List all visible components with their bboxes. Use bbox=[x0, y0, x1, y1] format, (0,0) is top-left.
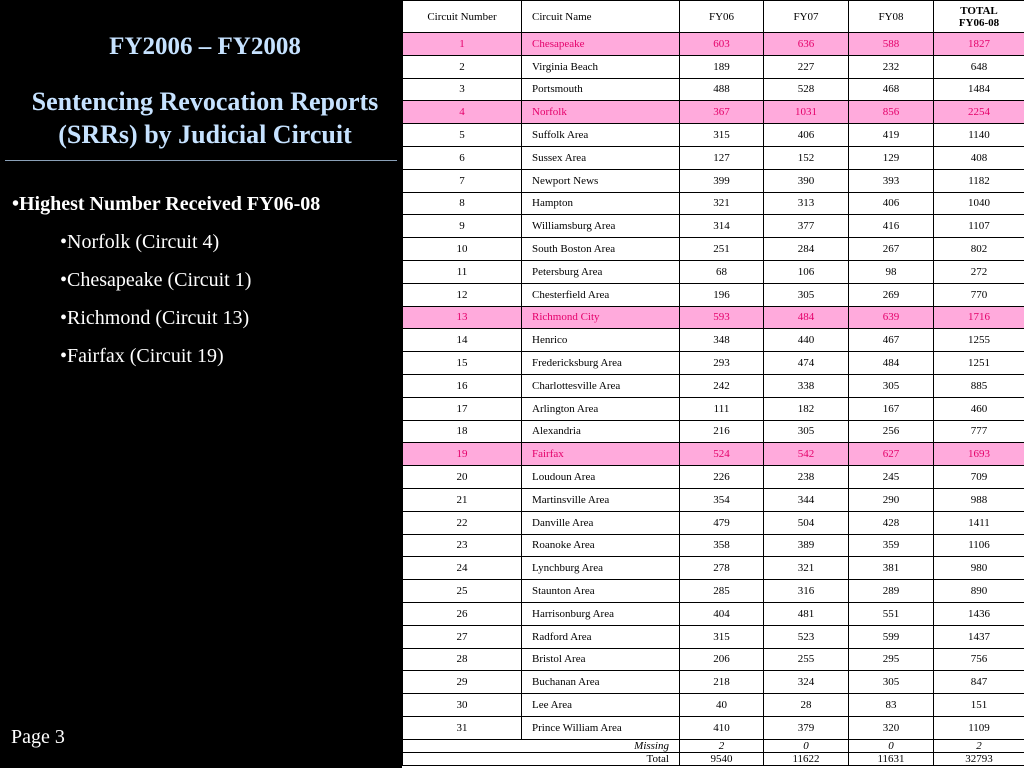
cell-total: 1437 bbox=[934, 625, 1024, 648]
cell-fy06: 40 bbox=[680, 694, 764, 717]
total-all: 32793 bbox=[934, 753, 1024, 766]
cell-fy07: 152 bbox=[764, 146, 849, 169]
cell-fy08: 232 bbox=[849, 55, 934, 78]
cell-fy07: 528 bbox=[764, 78, 849, 101]
cell-total: 709 bbox=[934, 466, 1024, 489]
cell-fy07: 542 bbox=[764, 443, 849, 466]
table-row bbox=[403, 420, 1024, 443]
cell-circuit-number: 22 bbox=[403, 511, 522, 534]
cell-circuit-name: Henrico bbox=[522, 329, 680, 352]
cell-fy06: 278 bbox=[680, 557, 764, 580]
cell-fy06: 524 bbox=[680, 443, 764, 466]
table-row bbox=[403, 78, 1024, 101]
header-total-label: TOTAL bbox=[960, 4, 998, 17]
cell-total: 151 bbox=[934, 694, 1024, 717]
cell-circuit-name: Arlington Area bbox=[522, 397, 680, 420]
table-row bbox=[403, 671, 1024, 694]
table-row bbox=[403, 443, 1024, 466]
cell-fy07: 1031 bbox=[764, 101, 849, 124]
cell-fy07: 182 bbox=[764, 397, 849, 420]
cell-circuit-number: 15 bbox=[403, 352, 522, 375]
table-row bbox=[403, 55, 1024, 78]
cell-fy06: 367 bbox=[680, 101, 764, 124]
cell-circuit-name: Staunton Area bbox=[522, 580, 680, 603]
cell-circuit-name: Chesapeake bbox=[522, 33, 680, 56]
cell-total: 1140 bbox=[934, 124, 1024, 147]
cell-total: 1251 bbox=[934, 352, 1024, 375]
cell-fy07: 313 bbox=[764, 192, 849, 215]
cell-circuit-name: Portsmouth bbox=[522, 78, 680, 101]
table-row bbox=[403, 694, 1024, 717]
cell-circuit-number: 1 bbox=[403, 33, 522, 56]
header-total bbox=[934, 1, 1024, 33]
cell-fy07: 338 bbox=[764, 374, 849, 397]
cell-total: 648 bbox=[934, 55, 1024, 78]
cell-circuit-name: Bristol Area bbox=[522, 648, 680, 671]
table-row bbox=[403, 466, 1024, 489]
cell-fy07: 305 bbox=[764, 420, 849, 443]
cell-fy07: 523 bbox=[764, 625, 849, 648]
cell-circuit-number: 11 bbox=[403, 260, 522, 283]
cell-total: 802 bbox=[934, 238, 1024, 261]
page-number: Page 3 bbox=[11, 726, 65, 748]
cell-total: 980 bbox=[934, 557, 1024, 580]
cell-total: 1255 bbox=[934, 329, 1024, 352]
table-row bbox=[403, 488, 1024, 511]
cell-fy08: 269 bbox=[849, 283, 934, 306]
cell-fy06: 68 bbox=[680, 260, 764, 283]
table-row bbox=[403, 306, 1024, 329]
cell-fy07: 324 bbox=[764, 671, 849, 694]
cell-fy08: 428 bbox=[849, 511, 934, 534]
cell-fy07: 316 bbox=[764, 580, 849, 603]
cell-circuit-number: 5 bbox=[403, 124, 522, 147]
cell-circuit-name: Roanoke Area bbox=[522, 534, 680, 557]
cell-total: 1484 bbox=[934, 78, 1024, 101]
table-row bbox=[403, 238, 1024, 261]
cell-fy08: 290 bbox=[849, 488, 934, 511]
cell-fy06: 293 bbox=[680, 352, 764, 375]
cell-circuit-number: 9 bbox=[403, 215, 522, 238]
cell-fy07: 106 bbox=[764, 260, 849, 283]
cell-fy08: 289 bbox=[849, 580, 934, 603]
table-header-row bbox=[403, 1, 1024, 33]
cell-circuit-name: Lynchburg Area bbox=[522, 557, 680, 580]
table-row bbox=[403, 511, 1024, 534]
cell-fy08: 856 bbox=[849, 101, 934, 124]
table-row bbox=[403, 397, 1024, 420]
cell-circuit-name: Newport News bbox=[522, 169, 680, 192]
cell-fy07: 227 bbox=[764, 55, 849, 78]
missing-fy06: 2 bbox=[680, 740, 764, 753]
header-fy07: FY07 bbox=[764, 1, 849, 33]
table-row bbox=[403, 602, 1024, 625]
cell-fy07: 377 bbox=[764, 215, 849, 238]
cell-circuit-number: 7 bbox=[403, 169, 522, 192]
cell-circuit-name: South Boston Area bbox=[522, 238, 680, 261]
table-row bbox=[403, 215, 1024, 238]
cell-fy08: 588 bbox=[849, 33, 934, 56]
bullet-item: •Richmond (Circuit 13) bbox=[60, 307, 250, 329]
circuit-table bbox=[402, 0, 1024, 766]
cell-circuit-number: 16 bbox=[403, 374, 522, 397]
slide-title-years: FY2006 – FY2008 bbox=[109, 33, 301, 60]
cell-fy08: 381 bbox=[849, 557, 934, 580]
cell-fy08: 305 bbox=[849, 671, 934, 694]
cell-circuit-number: 18 bbox=[403, 420, 522, 443]
cell-fy08: 467 bbox=[849, 329, 934, 352]
cell-fy08: 406 bbox=[849, 192, 934, 215]
cell-fy07: 305 bbox=[764, 283, 849, 306]
cell-circuit-name: Harrisonburg Area bbox=[522, 602, 680, 625]
table-row bbox=[403, 374, 1024, 397]
cell-circuit-name: Sussex Area bbox=[522, 146, 680, 169]
table-panel bbox=[402, 0, 1024, 768]
cell-circuit-number: 25 bbox=[403, 580, 522, 603]
slide-title-subject: Sentencing Revocation Reports (SRRs) by Judicial Circuit bbox=[31, 87, 379, 149]
cell-total: 460 bbox=[934, 397, 1024, 420]
cell-fy07: 379 bbox=[764, 716, 849, 739]
cell-fy08: 167 bbox=[849, 397, 934, 420]
missing-fy08: 0 bbox=[849, 740, 934, 753]
cell-fy07: 481 bbox=[764, 602, 849, 625]
cell-circuit-name: Prince William Area bbox=[522, 716, 680, 739]
cell-fy07: 484 bbox=[764, 306, 849, 329]
cell-fy07: 321 bbox=[764, 557, 849, 580]
cell-circuit-number: 26 bbox=[403, 602, 522, 625]
cell-circuit-number: 20 bbox=[403, 466, 522, 489]
cell-fy08: 83 bbox=[849, 694, 934, 717]
cell-circuit-number: 19 bbox=[403, 443, 522, 466]
cell-total: 1436 bbox=[934, 602, 1024, 625]
cell-fy08: 551 bbox=[849, 602, 934, 625]
table-row bbox=[403, 625, 1024, 648]
cell-total: 408 bbox=[934, 146, 1024, 169]
table-row bbox=[403, 146, 1024, 169]
table-row bbox=[403, 352, 1024, 375]
cell-total: 1411 bbox=[934, 511, 1024, 534]
bullet-main: •Highest Number Received FY06-08 bbox=[12, 193, 321, 215]
cell-fy06: 603 bbox=[680, 33, 764, 56]
cell-fy08: 359 bbox=[849, 534, 934, 557]
cell-circuit-name: Fairfax bbox=[522, 443, 680, 466]
cell-circuit-name: Charlottesville Area bbox=[522, 374, 680, 397]
cell-fy06: 315 bbox=[680, 625, 764, 648]
cell-fy06: 358 bbox=[680, 534, 764, 557]
missing-label: Missing bbox=[403, 740, 680, 753]
cell-circuit-name: Williamsburg Area bbox=[522, 215, 680, 238]
missing-total: 2 bbox=[934, 740, 1024, 753]
header-circuit-name: Circuit Name bbox=[522, 1, 680, 33]
cell-total: 1827 bbox=[934, 33, 1024, 56]
cell-total: 885 bbox=[934, 374, 1024, 397]
cell-circuit-number: 21 bbox=[403, 488, 522, 511]
cell-fy06: 321 bbox=[680, 192, 764, 215]
cell-fy06: 399 bbox=[680, 169, 764, 192]
cell-total: 1107 bbox=[934, 215, 1024, 238]
cell-circuit-name: Fredericksburg Area bbox=[522, 352, 680, 375]
cell-circuit-number: 24 bbox=[403, 557, 522, 580]
cell-fy06: 488 bbox=[680, 78, 764, 101]
table-row bbox=[403, 580, 1024, 603]
cell-fy07: 284 bbox=[764, 238, 849, 261]
cell-fy07: 238 bbox=[764, 466, 849, 489]
cell-total: 1182 bbox=[934, 169, 1024, 192]
header-fy08: FY08 bbox=[849, 1, 934, 33]
missing-fy07: 0 bbox=[764, 740, 849, 753]
cell-fy08: 393 bbox=[849, 169, 934, 192]
cell-fy07: 504 bbox=[764, 511, 849, 534]
cell-fy06: 127 bbox=[680, 146, 764, 169]
cell-fy06: 479 bbox=[680, 511, 764, 534]
cell-fy06: 251 bbox=[680, 238, 764, 261]
cell-total: 777 bbox=[934, 420, 1024, 443]
table-row bbox=[403, 101, 1024, 124]
table-row bbox=[403, 33, 1024, 56]
cell-fy08: 295 bbox=[849, 648, 934, 671]
cell-fy06: 315 bbox=[680, 124, 764, 147]
table-row bbox=[403, 283, 1024, 306]
cell-total: 272 bbox=[934, 260, 1024, 283]
cell-circuit-name: Lee Area bbox=[522, 694, 680, 717]
table-row bbox=[403, 329, 1024, 352]
cell-circuit-name: Chesterfield Area bbox=[522, 283, 680, 306]
cell-fy08: 639 bbox=[849, 306, 934, 329]
table-row bbox=[403, 716, 1024, 739]
bullet-list bbox=[12, 193, 402, 383]
cell-circuit-name: Radford Area bbox=[522, 625, 680, 648]
table-body bbox=[403, 33, 1024, 740]
bullet-item: •Chesapeake (Circuit 1) bbox=[60, 269, 252, 291]
cell-fy08: 599 bbox=[849, 625, 934, 648]
cell-circuit-number: 12 bbox=[403, 283, 522, 306]
cell-circuit-name: Richmond City bbox=[522, 306, 680, 329]
cell-total: 1716 bbox=[934, 306, 1024, 329]
cell-circuit-number: 17 bbox=[403, 397, 522, 420]
missing-row bbox=[403, 740, 1024, 753]
cell-fy07: 344 bbox=[764, 488, 849, 511]
cell-fy06: 206 bbox=[680, 648, 764, 671]
cell-total: 770 bbox=[934, 283, 1024, 306]
cell-circuit-name: Danville Area bbox=[522, 511, 680, 534]
cell-circuit-number: 2 bbox=[403, 55, 522, 78]
cell-fy08: 484 bbox=[849, 352, 934, 375]
cell-circuit-number: 6 bbox=[403, 146, 522, 169]
cell-circuit-number: 30 bbox=[403, 694, 522, 717]
cell-fy06: 404 bbox=[680, 602, 764, 625]
cell-fy06: 226 bbox=[680, 466, 764, 489]
cell-total: 890 bbox=[934, 580, 1024, 603]
cell-fy07: 406 bbox=[764, 124, 849, 147]
cell-fy08: 419 bbox=[849, 124, 934, 147]
cell-fy07: 389 bbox=[764, 534, 849, 557]
left-panel bbox=[0, 0, 400, 768]
cell-total: 988 bbox=[934, 488, 1024, 511]
table-row bbox=[403, 124, 1024, 147]
cell-fy08: 305 bbox=[849, 374, 934, 397]
cell-fy06: 196 bbox=[680, 283, 764, 306]
cell-fy06: 348 bbox=[680, 329, 764, 352]
cell-circuit-name: Petersburg Area bbox=[522, 260, 680, 283]
cell-total: 847 bbox=[934, 671, 1024, 694]
cell-fy06: 218 bbox=[680, 671, 764, 694]
cell-fy08: 416 bbox=[849, 215, 934, 238]
cell-fy07: 28 bbox=[764, 694, 849, 717]
cell-fy06: 111 bbox=[680, 397, 764, 420]
total-label: Total bbox=[403, 753, 680, 766]
header-circuit-number: Circuit Number bbox=[403, 1, 522, 33]
title-divider bbox=[5, 160, 397, 161]
cell-total: 1106 bbox=[934, 534, 1024, 557]
cell-fy07: 440 bbox=[764, 329, 849, 352]
bullet-item: •Norfolk (Circuit 4) bbox=[60, 231, 220, 253]
cell-circuit-name: Norfolk bbox=[522, 101, 680, 124]
total-fy08: 11631 bbox=[849, 753, 934, 766]
cell-fy06: 354 bbox=[680, 488, 764, 511]
cell-fy06: 242 bbox=[680, 374, 764, 397]
cell-circuit-number: 28 bbox=[403, 648, 522, 671]
cell-circuit-name: Suffolk Area bbox=[522, 124, 680, 147]
cell-fy06: 314 bbox=[680, 215, 764, 238]
table-row bbox=[403, 169, 1024, 192]
cell-fy06: 216 bbox=[680, 420, 764, 443]
cell-circuit-name: Loudoun Area bbox=[522, 466, 680, 489]
table-row bbox=[403, 534, 1024, 557]
cell-fy08: 256 bbox=[849, 420, 934, 443]
cell-circuit-name: Hampton bbox=[522, 192, 680, 215]
cell-fy06: 285 bbox=[680, 580, 764, 603]
cell-circuit-number: 29 bbox=[403, 671, 522, 694]
cell-fy06: 410 bbox=[680, 716, 764, 739]
cell-fy08: 98 bbox=[849, 260, 934, 283]
cell-total: 2254 bbox=[934, 101, 1024, 124]
cell-fy07: 636 bbox=[764, 33, 849, 56]
total-row bbox=[403, 753, 1024, 766]
cell-total: 1693 bbox=[934, 443, 1024, 466]
cell-fy08: 245 bbox=[849, 466, 934, 489]
cell-fy07: 390 bbox=[764, 169, 849, 192]
cell-fy06: 593 bbox=[680, 306, 764, 329]
cell-circuit-number: 14 bbox=[403, 329, 522, 352]
cell-total: 1040 bbox=[934, 192, 1024, 215]
total-fy07: 11622 bbox=[764, 753, 849, 766]
table-row bbox=[403, 648, 1024, 671]
cell-total: 756 bbox=[934, 648, 1024, 671]
cell-circuit-name: Virginia Beach bbox=[522, 55, 680, 78]
cell-circuit-number: 8 bbox=[403, 192, 522, 215]
cell-fy06: 189 bbox=[680, 55, 764, 78]
table-row bbox=[403, 557, 1024, 580]
bullet-item: •Fairfax (Circuit 19) bbox=[60, 345, 224, 367]
cell-circuit-number: 4 bbox=[403, 101, 522, 124]
cell-circuit-number: 10 bbox=[403, 238, 522, 261]
cell-fy08: 468 bbox=[849, 78, 934, 101]
cell-fy08: 267 bbox=[849, 238, 934, 261]
cell-fy08: 627 bbox=[849, 443, 934, 466]
cell-fy07: 255 bbox=[764, 648, 849, 671]
cell-fy08: 129 bbox=[849, 146, 934, 169]
total-fy06: 9540 bbox=[680, 753, 764, 766]
cell-fy08: 320 bbox=[849, 716, 934, 739]
cell-circuit-name: Buchanan Area bbox=[522, 671, 680, 694]
cell-fy07: 474 bbox=[764, 352, 849, 375]
header-total-range: FY06-08 bbox=[958, 16, 1000, 29]
cell-circuit-name: Alexandria bbox=[522, 420, 680, 443]
table-row bbox=[403, 192, 1024, 215]
cell-circuit-name: Martinsville Area bbox=[522, 488, 680, 511]
cell-total: 1109 bbox=[934, 716, 1024, 739]
cell-circuit-number: 31 bbox=[403, 716, 522, 739]
cell-circuit-number: 27 bbox=[403, 625, 522, 648]
cell-circuit-number: 23 bbox=[403, 534, 522, 557]
cell-circuit-number: 13 bbox=[403, 306, 522, 329]
table-row bbox=[403, 260, 1024, 283]
header-fy06: FY06 bbox=[680, 1, 764, 33]
cell-circuit-number: 3 bbox=[403, 78, 522, 101]
